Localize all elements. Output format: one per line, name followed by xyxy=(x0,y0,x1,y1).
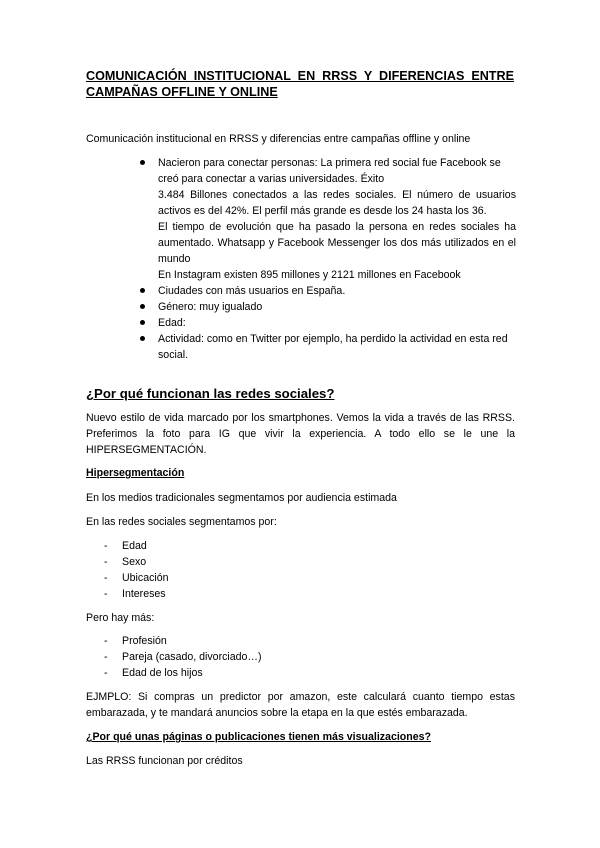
bullet-icon xyxy=(140,160,145,165)
bullet-icon xyxy=(140,304,145,309)
list-item xyxy=(104,538,169,554)
section-paragraph: Nuevo estilo de vida marcado por los smartphones. Vemos la vida a través de las RRSS. Preferimos la foto para IG que vivir la experiencia. A todo ello se le une la HIPERSEGMENTACIÓN. xyxy=(86,412,515,456)
more-intro-paragraph: Pero hay más: xyxy=(86,612,155,624)
bullet-text: Ciudades con más usuarios en España. xyxy=(158,285,346,297)
list-item-text: Pareja (casado, divorciado…) xyxy=(122,651,262,663)
example-paragraph: EJMPLO: Si compras un predictor por amazon, este calculará cuanto tiempo estas embarazada, y te mandará anuncios sobre la etapa en la que estés embarazada. xyxy=(86,691,515,719)
dash-icon: - xyxy=(104,588,108,600)
list-item-text: Profesión xyxy=(122,635,167,647)
dash-icon: - xyxy=(104,651,108,663)
list-item xyxy=(140,331,516,363)
list-item xyxy=(140,283,516,299)
list-item xyxy=(104,570,169,586)
list-item xyxy=(104,665,262,681)
list-item-text: Edad de los hijos xyxy=(122,667,203,679)
bullet-text: Nacieron para conectar personas: La primera red social fue Facebook se creó para conectar a varias universidades. Éxito xyxy=(158,157,501,185)
section-heading: ¿Por qué funcionan las redes sociales? xyxy=(86,386,335,401)
bullet-icon xyxy=(140,320,145,325)
traditional-paragraph: En los medios tradicionales segmentamos por audiencia estimada xyxy=(86,492,397,504)
list-item xyxy=(104,649,262,665)
list-item xyxy=(140,299,516,315)
more-segment-list xyxy=(104,633,262,681)
list-item xyxy=(104,633,262,649)
dash-icon: - xyxy=(104,635,108,647)
subheading-visualizaciones: ¿Por qué unas páginas o publicaciones tienen más visualizaciones? xyxy=(86,731,431,743)
social-segment-list xyxy=(104,538,169,602)
bullet-subtext: El tiempo de evolución que ha pasado la persona en redes sociales ha aumentado. Whatsapp y Facebook Messenger los dos más utilizados en el mundo xyxy=(158,221,516,265)
bullet-text: Edad: xyxy=(158,317,186,329)
dash-icon: - xyxy=(104,540,108,552)
list-item xyxy=(104,586,169,602)
bullet-text: Actividad: como en Twitter por ejemplo, ha perdido la actividad en esta red social. xyxy=(158,333,508,361)
list-item xyxy=(140,155,516,283)
closing-paragraph: Las RRSS funcionan por créditos xyxy=(86,755,243,767)
dash-icon: - xyxy=(104,556,108,568)
dash-icon: - xyxy=(104,572,108,584)
dash-icon: - xyxy=(104,667,108,679)
bullet-subtext: 3.484 Billones conectados a las redes sociales. El número de usuarios activos es del 42%. El perfil más grande es desde los 24 hasta los 36. xyxy=(158,189,516,217)
bullet-icon xyxy=(140,288,145,293)
list-item-text: Edad xyxy=(122,540,147,552)
list-item xyxy=(140,315,516,331)
bullet-text: Género: muy igualado xyxy=(158,301,263,313)
social-intro-paragraph: En las redes sociales segmentamos por: xyxy=(86,516,277,528)
list-item xyxy=(104,554,169,570)
stats-bullet-list xyxy=(140,155,516,363)
subheading-hipersegmentacion: Hipersegmentación xyxy=(86,467,185,479)
bullet-subtext: En Instagram existen 895 millones y 2121 millones en Facebook xyxy=(158,269,461,281)
list-item-text: Intereses xyxy=(122,588,166,600)
document-title: COMUNICACIÓN INSTITUCIONAL EN RRSS Y DIFERENCIAS ENTRE CAMPAÑAS OFFLINE Y ONLINE xyxy=(86,69,514,99)
list-item-text: Sexo xyxy=(122,556,147,568)
intro-paragraph: Comunicación institucional en RRSS y diferencias entre campañas offline y online xyxy=(86,133,471,145)
bullet-icon xyxy=(140,336,145,341)
list-item-text: Ubicación xyxy=(122,572,169,584)
